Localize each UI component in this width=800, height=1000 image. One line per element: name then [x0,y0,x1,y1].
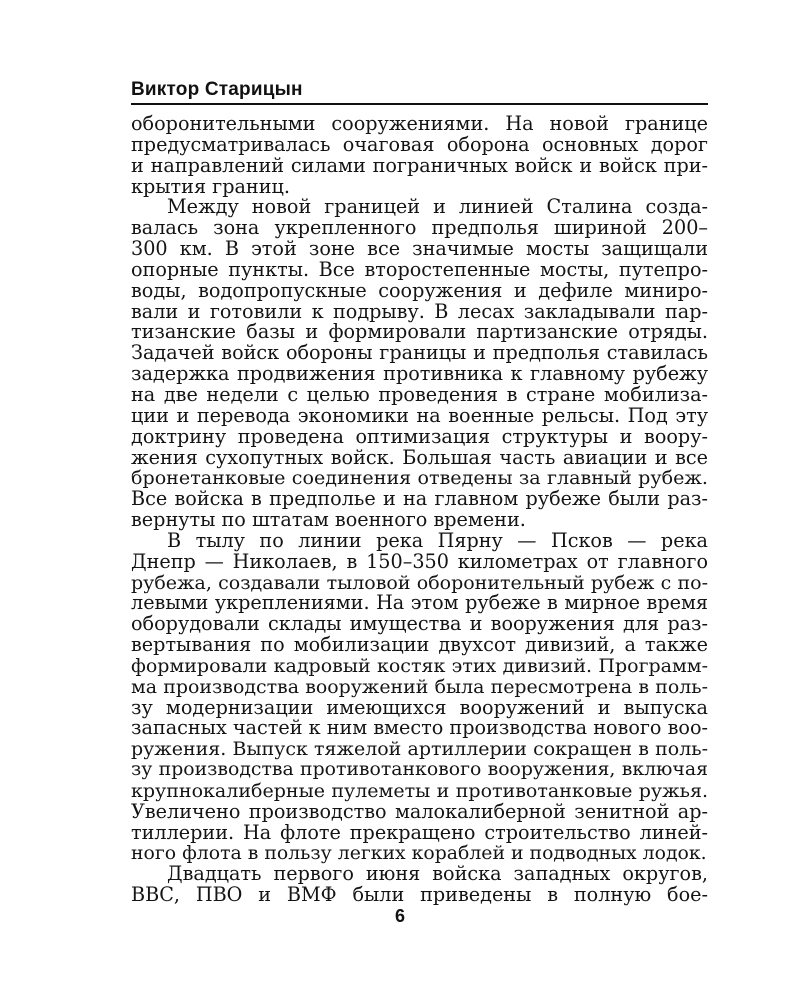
text-line: Все войска в предполье и на главном рубеже были раз- [131,487,708,511]
text-line: на две недели с целью проведения в стране мобилиза- [131,382,708,406]
text-line: крупнокалиберные пулеметы и противотанковые ружья. [131,780,708,802]
text-line: оборудовали склады имущества и вооружения для раз- [131,612,708,636]
text-line: ВВС, ПВО и ВМФ были приведены в полную бое- [131,883,708,907]
text-line: Двадцать первого июня войска западных округов, [167,862,708,886]
text-line: тиллерии. На флоте прекращено строительство линей- [131,820,708,844]
text-line: ма производства вооружений была пересмотрена в поль- [131,675,708,698]
text-line: В тылу по линии река Пярну — Псков — река [167,528,708,552]
text-line: формировали кадровый костяк этих дивизий. Программ- [131,654,708,677]
text-line: ного флота в пользу легких кораблей и подводных лодок. [131,842,707,864]
header-rule [131,103,708,105]
text-line: ружения. Выпуск тяжелой артиллерии сокращен в поль- [131,738,708,761]
text-line: опорные пункты. Все второстепенные мосты, путепро- [131,257,708,281]
text-line: жения сухопутных войск. Большая часть авиации и все [131,445,708,469]
text-line: бронетанковые соединения отведены за главный рубеж. [131,467,708,490]
text-line: левыми укреплениями. На этом рубеже в мирное время [131,591,708,615]
text-line: предусматривалась очаговая оборона основных дорог [131,132,708,156]
text-line: крытия границ. [131,174,290,198]
text-line: воды, водопропускные сооружения и дефиле миниро- [131,278,708,302]
text-line: вали и готовили к подрыву. В лесах закладывали пар- [131,299,708,323]
text-line: оборонительными сооружениями. На новой границе [131,112,708,135]
text-line: и направлений силами пограничных войск и войск при- [131,153,708,177]
text-line: Днепр — Николаев, в 150–350 километрах от главного [131,549,708,573]
text-line: ции и перевода экономики на военные рельсы. Под эту [131,403,708,427]
running-head-author: Виктор Старицын [131,79,303,100]
text-line: Увеличено производство малокалиберной зенитной ар- [131,799,708,823]
text-line: зу модернизации имеющихся вооружений и выпуска [131,695,708,719]
text-line: вернуты по штатам военного времени. [131,508,526,532]
text-line: задержка продвижения противника к главному рубежу [131,362,708,386]
page-number: 6 [394,906,405,926]
text-line: вертывания по мобилизации двухсот дивизий, а также [131,633,708,657]
text-line: запасных частей к ним вместо производства нового воо- [131,716,708,740]
text-line: 300 км. В этой зоне все значимые мосты защищали [131,237,708,261]
text-line: доктрину проведена оптимизация структуры и воору- [131,424,708,448]
text-line: Задачей войск обороны границы и предполья ставилась [131,341,708,365]
text-line: рубежа, создавали тыловой оборонительный рубеж с по- [131,571,708,594]
text-line: тизанские базы и формировали партизанские отряды. [131,320,708,344]
text-line: Между новой границей и линией Сталина созда- [167,195,708,219]
text-line: зу производства противотанкового вооружения, включая [131,759,708,781]
body-text [131,114,708,906]
text-line: валась зона укрепленного предполья шириной 200– [131,216,708,240]
